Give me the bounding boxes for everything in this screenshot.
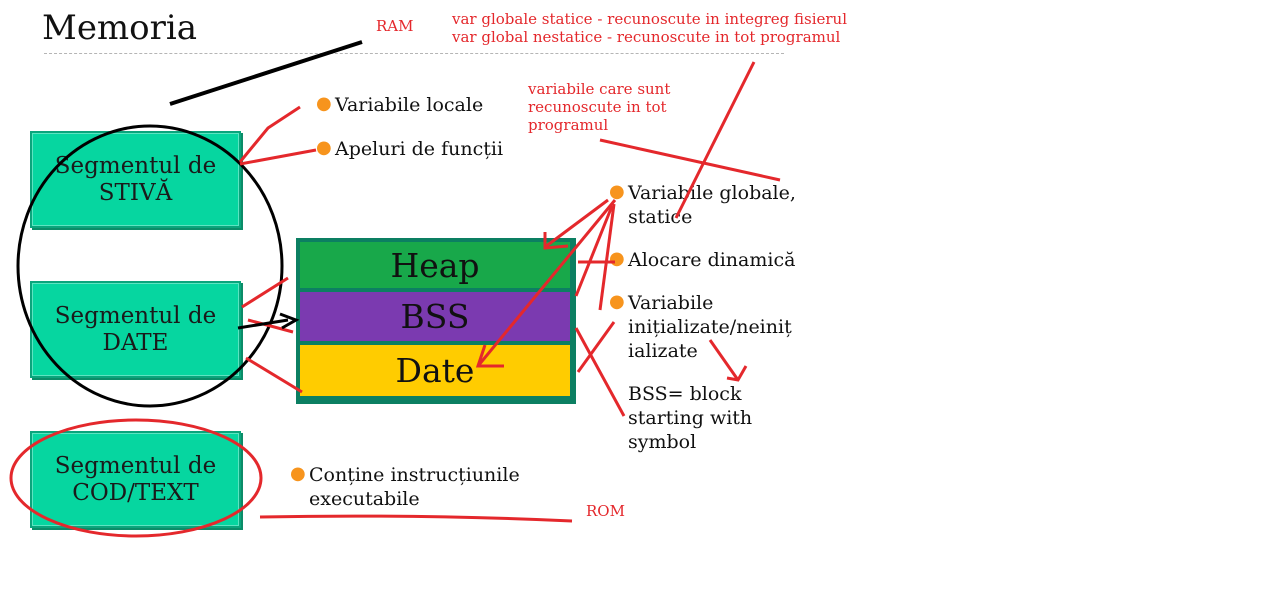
segment-stack-line2: STIVĂ [98,179,173,206]
vars-note-line [600,140,780,180]
date-block: Date [300,345,570,396]
rom-underline [260,516,572,521]
bullet-initialized: ● Variabile inițializate/neiniț ializate [609,291,792,362]
globals-note-arrow [676,62,754,218]
segment-data-line2: DATE [102,329,169,356]
stack-arrow-2 [240,150,316,164]
bss-block: BSS [300,292,570,343]
bullet-dot-icon: ● [316,93,332,114]
rom-circle [11,420,261,536]
bullet-local-vars: ● Variabile locale [316,93,484,116]
bullet-dot-icon: ● [290,463,306,484]
data-to-date-line [246,358,302,392]
bullet-dynamic-alloc: ● Alocare dinamică [609,248,796,271]
annotation-vars-program: variabile care sunt recunoscute in tot programul [528,80,671,134]
bss-definition: BSS= block starting with symbol [628,383,753,453]
globals-to-date-arrow [478,200,615,366]
data-to-bss-arrow [238,320,288,328]
heap-block: Heap [300,242,570,290]
segment-code-line1: Segmentul de [54,452,217,479]
bullet-dot-icon: ● [609,181,625,202]
page-title: Memoria [42,8,198,48]
annotation-globals: var globale statice - recunoscute in integreg fisierul var global nestatice - recunoscute in tot programul [452,10,847,46]
ram-pointer-line [170,42,362,104]
annotation-rom: ROM [586,502,625,520]
bullet-dot-icon: ● [316,137,332,158]
ram-circle [18,126,282,406]
segment-data-line1: Segmentul de [54,302,217,329]
bullet-dot-icon: ● [609,248,625,269]
segment-stack-line1: Segmentul de [54,152,217,179]
bullet-function-calls: ● Apeluri de funcții [316,137,504,160]
init-down-arrow [710,340,738,380]
bullet-dot-icon: ● [609,291,625,312]
bullet-global-static: ● Variabile globale, statice [609,181,796,228]
bullet-code-instructions: ● Conține instrucțiunile executabile [290,463,520,510]
segment-code-line2: COD/TEXT [72,479,199,506]
annotation-ram: RAM [376,17,414,35]
